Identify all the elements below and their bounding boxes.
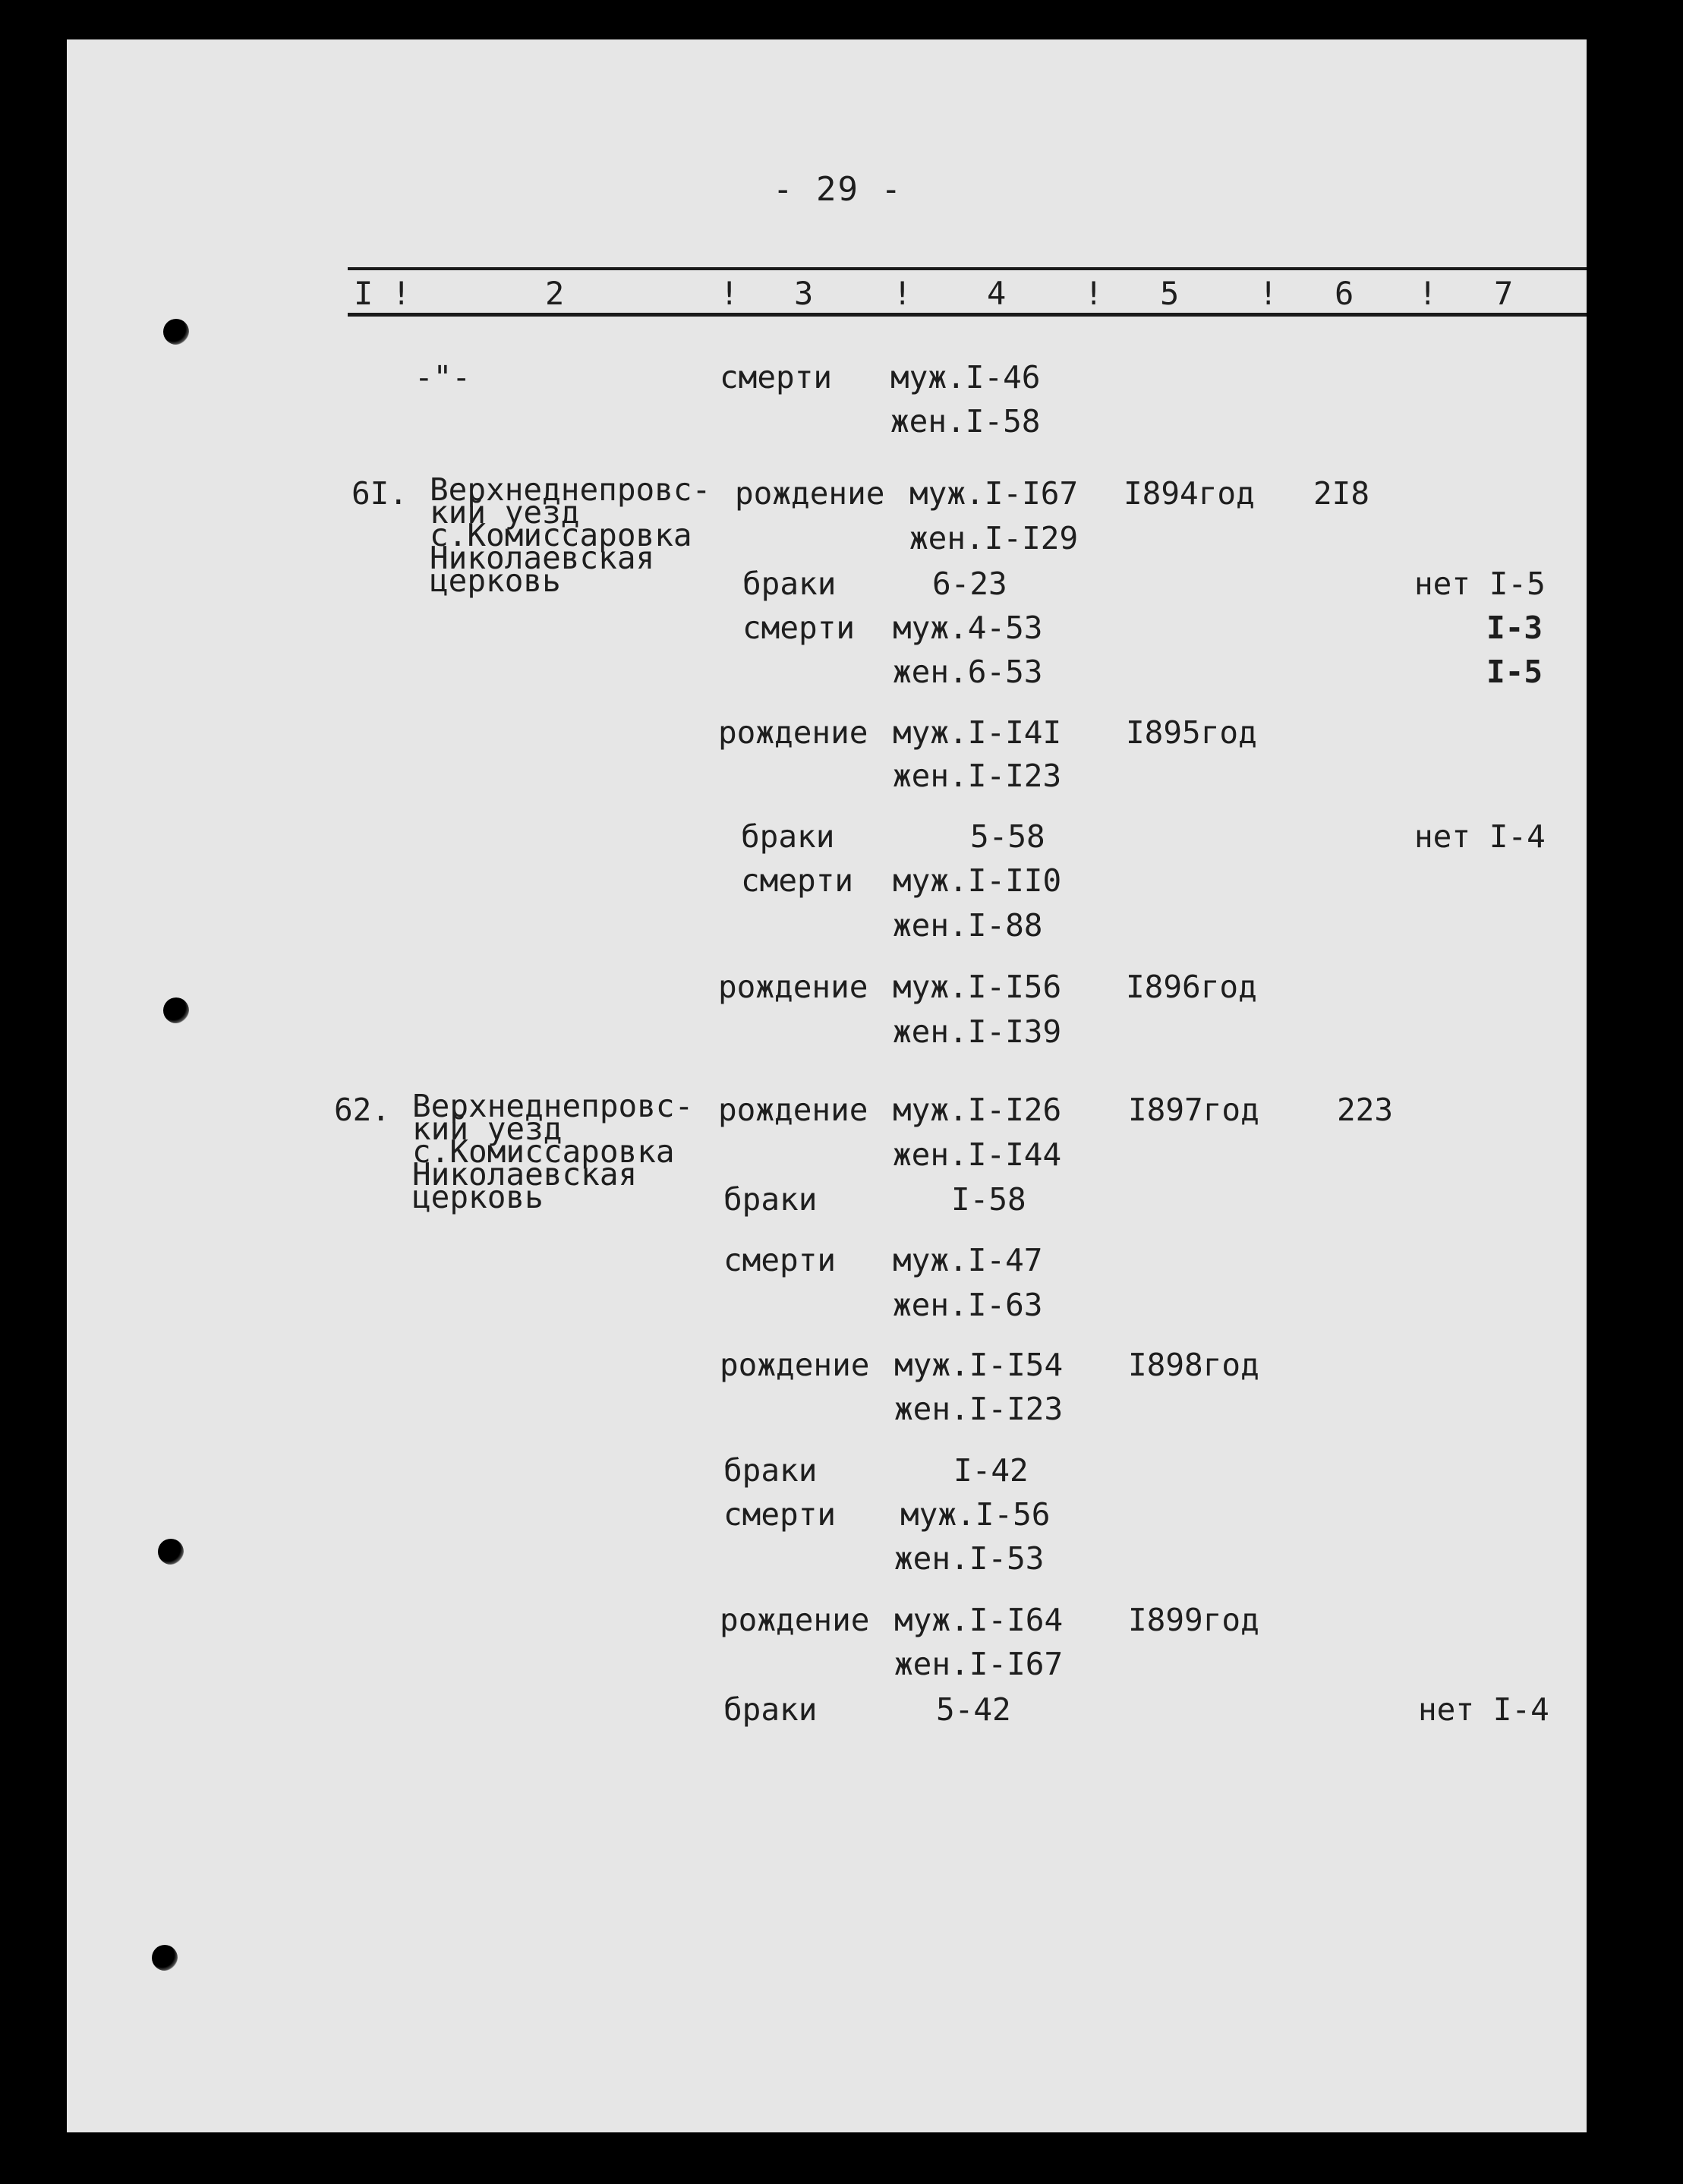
column-separator: ! — [392, 275, 411, 312]
record-type: браки — [741, 818, 835, 855]
record-value: жен.I-I23 — [894, 1391, 1064, 1427]
record-type: рождение — [718, 714, 868, 751]
record-year: I896год — [1126, 969, 1257, 1005]
record-value: муж.I-I67 — [909, 475, 1079, 512]
record-value: I-42 — [953, 1452, 1029, 1489]
document-page — [67, 39, 1587, 2132]
column-separator: ! — [720, 275, 739, 312]
record-value: жен.I-I39 — [893, 1013, 1062, 1050]
record-value: муж.I-I4I — [893, 714, 1062, 751]
record-value: муж.I-I64 — [894, 1602, 1064, 1638]
column-separator: ! — [1418, 275, 1438, 312]
record-type: смерти — [720, 359, 833, 396]
record-value: муж.I-I54 — [894, 1347, 1064, 1383]
record-value: жен.I-I44 — [893, 1136, 1062, 1173]
record-note: нет I-4 — [1414, 818, 1546, 855]
record-note: I-3 — [1486, 610, 1543, 646]
binding-hole — [163, 319, 189, 345]
record-type: рождение — [718, 969, 868, 1005]
record-value: 5-58 — [970, 818, 1045, 855]
column-separator: ! — [1259, 275, 1278, 312]
column-header: 4 — [987, 275, 1007, 312]
record-value: 6-23 — [932, 566, 1007, 602]
record-value: жен.I-53 — [894, 1540, 1045, 1577]
record-note: нет I-5 — [1414, 566, 1546, 602]
entry-col6: 2I8 — [1313, 475, 1370, 512]
record-value: I-58 — [951, 1181, 1026, 1218]
record-value: жен.I-63 — [893, 1287, 1043, 1323]
column-header: 3 — [794, 275, 814, 312]
record-value: жен.I-58 — [890, 403, 1041, 440]
binding-hole — [163, 997, 189, 1023]
record-type: браки — [723, 1691, 818, 1728]
record-year: I898год — [1128, 1347, 1259, 1383]
record-value: муж.I-I26 — [893, 1092, 1062, 1128]
record-type: смерти — [723, 1496, 837, 1533]
column-header: 6 — [1335, 275, 1354, 312]
record-value: жен.I-I29 — [909, 520, 1079, 556]
table-header-rule-bottom — [348, 313, 1587, 317]
record-year: I897год — [1128, 1092, 1259, 1128]
entry-number: 62. — [334, 1092, 391, 1128]
entry-place: Верхнеднепровс- кий уезд с.Комиссаровка Николаевская церковь — [412, 1088, 694, 1215]
record-year: I894год — [1124, 475, 1255, 512]
record-value: муж.I-47 — [893, 1242, 1043, 1278]
ditto-mark: -"- — [414, 359, 471, 396]
record-value: жен.I-88 — [893, 907, 1043, 944]
record-type: рождение — [720, 1602, 870, 1638]
entry-number: 6I. — [351, 475, 408, 512]
record-value: жен.6-53 — [893, 654, 1043, 690]
record-type: рождение — [735, 475, 885, 512]
record-note: I-5 — [1486, 654, 1543, 690]
record-type: рождение — [718, 1092, 868, 1128]
record-type: смерти — [742, 610, 856, 646]
table-header-rule-top — [348, 267, 1587, 270]
record-year: I895год — [1126, 714, 1257, 751]
entry-col6: 223 — [1337, 1092, 1394, 1128]
record-value: жен.I-I23 — [893, 758, 1062, 794]
record-value: 5-42 — [936, 1691, 1011, 1728]
column-separator: ! — [1084, 275, 1104, 312]
record-type: браки — [742, 566, 837, 602]
record-type: браки — [723, 1181, 818, 1218]
record-value: жен.I-I67 — [894, 1646, 1064, 1682]
record-value: муж.I-46 — [890, 359, 1041, 396]
page-number: - 29 - — [773, 170, 903, 209]
column-header: 7 — [1494, 275, 1514, 312]
record-type: смерти — [723, 1242, 837, 1278]
binding-hole — [158, 1539, 184, 1565]
column-header: I — [354, 275, 373, 312]
record-type: смерти — [741, 862, 854, 899]
record-value: муж.I-I56 — [893, 969, 1062, 1005]
record-year: I899год — [1128, 1602, 1259, 1638]
column-header: 5 — [1160, 275, 1180, 312]
entry-place: Верхнеднепровс- кий уезд с.Комиссаровка Николаевская церковь — [430, 471, 711, 599]
record-value: муж.I-56 — [900, 1496, 1051, 1533]
column-separator: ! — [893, 275, 912, 312]
binding-hole — [152, 1945, 178, 1971]
record-type: рождение — [720, 1347, 870, 1383]
column-header: 2 — [545, 275, 565, 312]
record-value: муж.I-II0 — [893, 862, 1062, 899]
record-value: муж.4-53 — [893, 610, 1043, 646]
record-note: нет I-4 — [1418, 1691, 1549, 1728]
record-type: браки — [723, 1452, 818, 1489]
